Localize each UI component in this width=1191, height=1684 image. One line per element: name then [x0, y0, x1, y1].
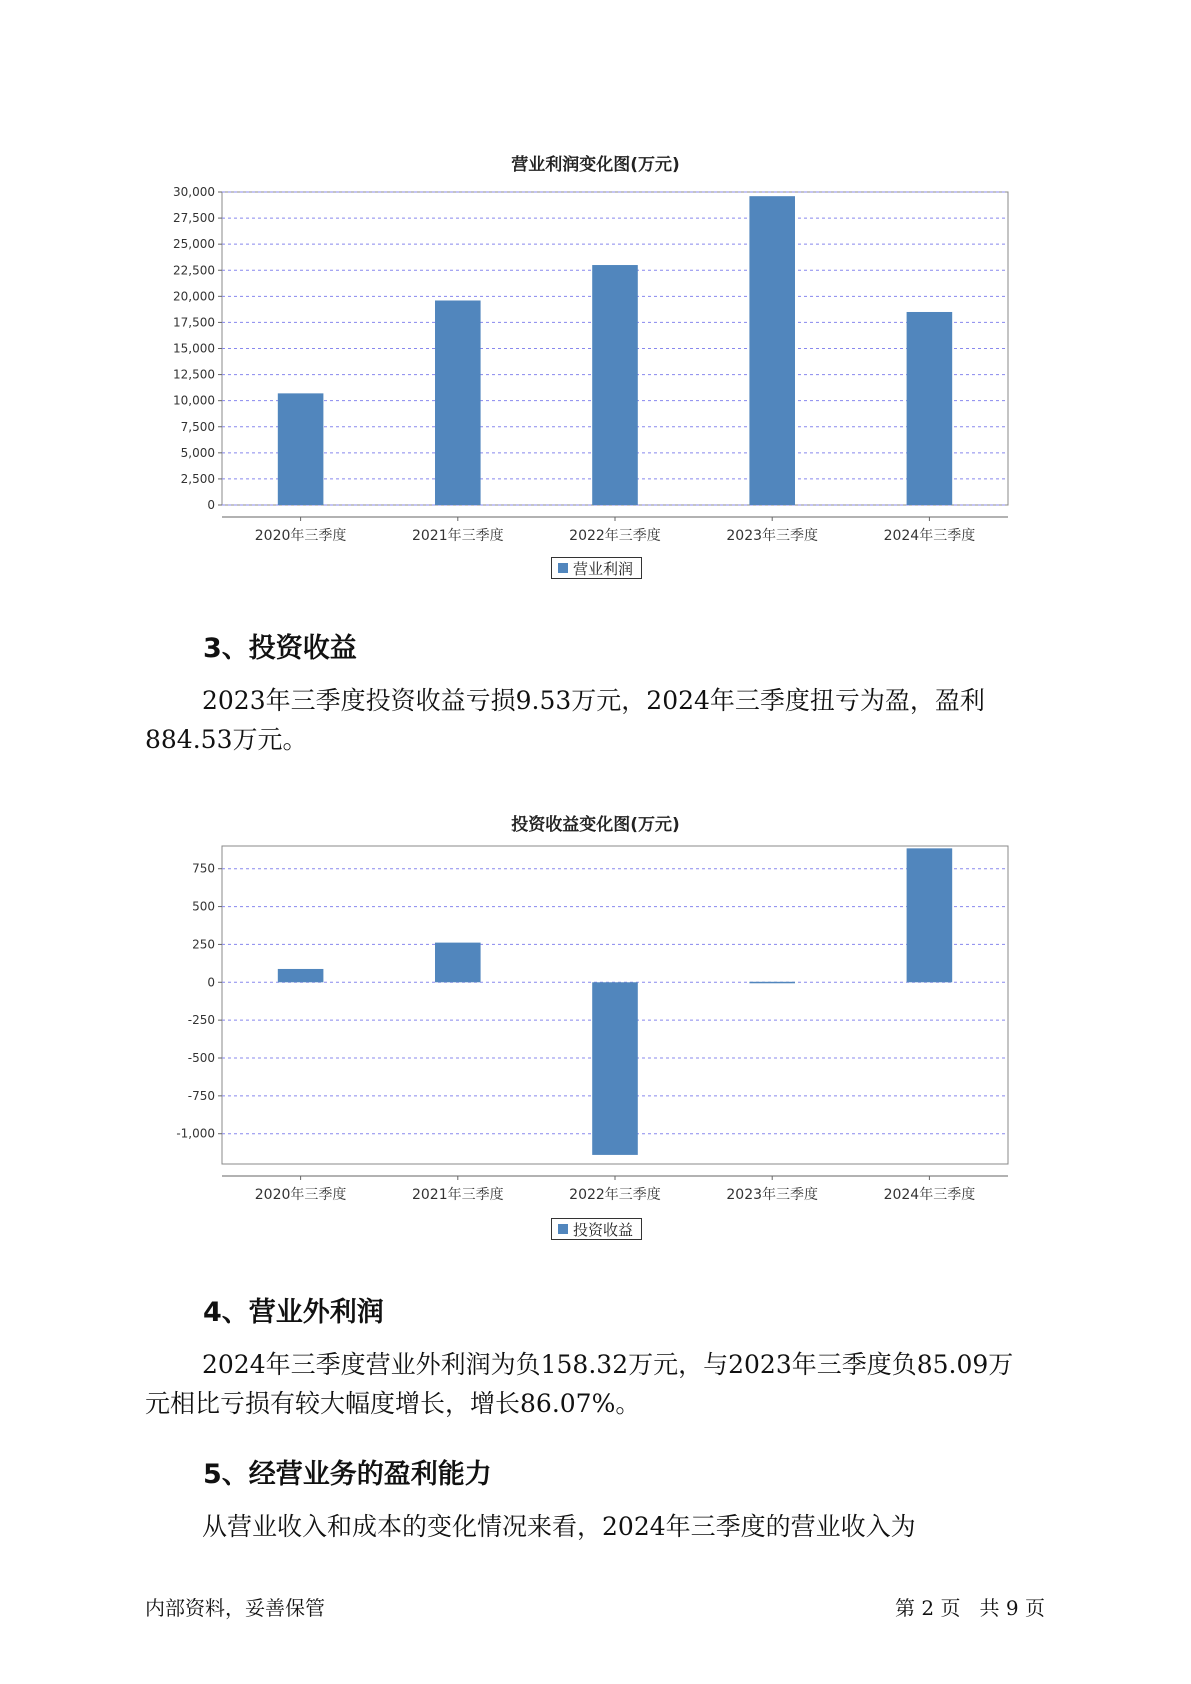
x-tick-label: 2024年三季度: [883, 528, 976, 544]
y-tick-label: 500: [192, 899, 215, 914]
bar-2021年三季度: [435, 943, 481, 983]
bar-2022年三季度: [592, 265, 638, 505]
x-tick-label: 2020年三季度: [254, 528, 347, 544]
section3-line1: 2023年三季度投资收益亏损9.53万元，2024年三季度扭亏为盈，盈利: [202, 686, 985, 715]
y-tick-label: 2,500: [180, 471, 215, 486]
x-tick-label: 2021年三季度: [411, 1187, 504, 1203]
y-tick-label: 12,500: [173, 367, 215, 382]
y-tick-label: 15,000: [173, 341, 215, 356]
footer-left: 内部资料，妥善保管: [145, 1596, 325, 1620]
bar-2023年三季度: [749, 982, 795, 984]
section3-paragraph: [145, 681, 1045, 759]
chart2-legend-label: 投资收益: [573, 1220, 634, 1239]
y-tick-label: 25,000: [173, 237, 215, 252]
y-tick-label: 10,000: [173, 393, 215, 408]
x-tick-label: 2023年三季度: [726, 1187, 819, 1203]
section3-heading: 3、投资收益: [203, 633, 357, 664]
x-tick-label: 2020年三季度: [254, 1187, 347, 1203]
y-tick-label: 7,500: [180, 419, 215, 434]
chart2-legend: [551, 1218, 642, 1240]
y-tick-label: 250: [192, 937, 215, 952]
x-tick-label: 2024年三季度: [883, 1187, 976, 1203]
section4-line1: 2024年三季度营业外利润为负158.32万元，与2023年三季度负85.09万: [202, 1350, 1014, 1379]
y-tick-label: 27,500: [173, 211, 215, 226]
chart1-title: 营业利润变化图(万元): [511, 155, 680, 175]
bar-2020年三季度: [278, 393, 324, 505]
chart1-legend: [551, 557, 642, 579]
operating-profit-chart: [0, 170, 1191, 570]
x-tick-label: 2022年三季度: [569, 528, 661, 544]
bar-2020年三季度: [278, 969, 324, 982]
chart1-legend-label: 营业利润: [573, 559, 634, 578]
section4-heading: 4、营业外利润: [203, 1297, 384, 1328]
legend-swatch: [558, 1224, 568, 1234]
y-tick-label: 17,500: [173, 315, 215, 330]
investment-income-chart: [0, 830, 1191, 1230]
y-tick-label: -500: [187, 1051, 215, 1065]
chart2-title: 投资收益变化图(万元): [511, 815, 680, 835]
bar-2024年三季度: [907, 848, 953, 982]
x-tick-label: 2021年三季度: [411, 528, 504, 544]
section4-line2: 元相比亏损有较大幅度增长，增长86.07%。: [145, 1389, 641, 1418]
y-tick-label: 20,000: [173, 289, 215, 304]
bar-2024年三季度: [907, 312, 953, 505]
y-tick-label: 30,000: [173, 185, 215, 199]
y-tick-label: -250: [187, 1013, 215, 1028]
bar-2023年三季度: [749, 196, 795, 505]
footer-page-number: 第 2 页 共 9 页: [895, 1596, 1045, 1620]
bar-2021年三季度: [435, 301, 481, 505]
x-tick-label: 2022年三季度: [569, 1187, 661, 1203]
section5-heading: 5、经营业务的盈利能力: [203, 1459, 492, 1490]
legend-swatch: [558, 563, 568, 573]
y-tick-label: -750: [187, 1088, 215, 1103]
y-tick-label: -1,000: [176, 1126, 215, 1141]
bar-2022年三季度: [592, 982, 638, 1155]
y-tick-label: 5,000: [180, 445, 215, 460]
section4-paragraph: [145, 1345, 1045, 1423]
y-tick-label: 0: [207, 498, 215, 512]
y-tick-label: 750: [192, 861, 215, 876]
section3-line2: 884.53万元。: [145, 725, 308, 754]
y-tick-label: 22,500: [173, 263, 215, 278]
section5-paragraph: [145, 1507, 1045, 1546]
section5-line1: 从营业收入和成本的变化情况来看，2024年三季度的营业收入为: [202, 1512, 916, 1541]
x-tick-label: 2023年三季度: [726, 528, 819, 544]
y-tick-label: 0: [207, 975, 215, 990]
